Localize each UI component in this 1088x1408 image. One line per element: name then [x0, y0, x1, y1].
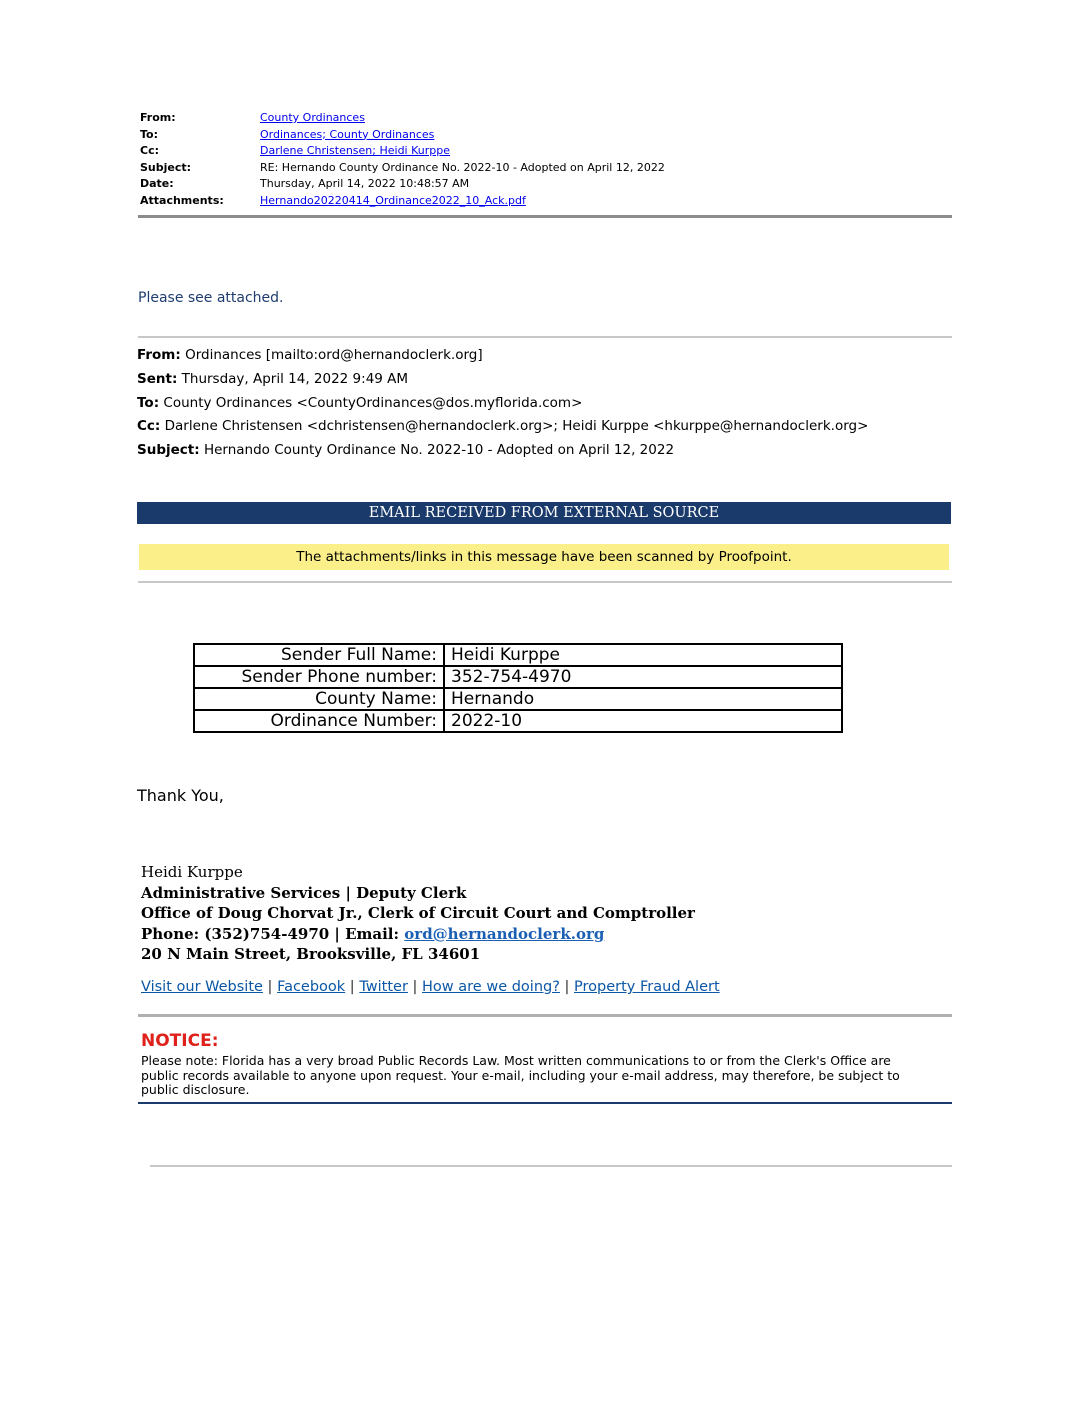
divider	[138, 581, 952, 583]
signature-office: Office of Doug Chorvat Jr., Clerk of Circuit Court and Comptroller	[141, 904, 695, 922]
table-row	[194, 666, 842, 688]
header-row-cc	[140, 143, 665, 160]
signature-address: 20 N Main Street, Brooksville, FL 34601	[141, 945, 481, 963]
header-from-link[interactable]: County Ordinances	[260, 111, 365, 124]
header-cc-link[interactable]: Darlene Christensen; Heidi Kurppe	[260, 144, 451, 157]
sender-info-table	[193, 643, 843, 733]
orig-subject-label: Subject:	[137, 442, 200, 459]
proofpoint-notice: The attachments/links in this message have been scanned by Proofpoint.	[139, 544, 949, 570]
signature-block	[141, 862, 695, 965]
divider	[138, 1014, 952, 1017]
header-row-from	[140, 110, 665, 127]
facebook-link[interactable]: Facebook	[277, 979, 346, 995]
table-key: Sender Phone number:	[194, 666, 444, 688]
orig-from: Ordinances [mailto:ord@hernandoclerk.org]	[185, 347, 483, 363]
signature-email-link[interactable]: ord@hernandoclerk.org	[404, 924, 605, 943]
signature-title: Administrative Services | Deputy Clerk	[141, 883, 467, 902]
header-label: From:	[140, 111, 176, 124]
footer-links: Visit our Website | Facebook | Twitter | How are we doing? | Property Fraud Alert	[141, 979, 720, 995]
header-to-link[interactable]: Ordinances; County Ordinances	[260, 127, 435, 141]
orig-to: County Ordinances <CountyOrdinances@dos.myflorida.com>	[163, 394, 583, 411]
twitter-link[interactable]: Twitter	[359, 979, 408, 995]
attachment-link[interactable]: Hernando20220414_Ordinance2022_10_Ack.pdf	[260, 193, 526, 207]
table-row	[194, 688, 842, 710]
original-message-header	[137, 344, 868, 463]
header-label: Cc:	[140, 144, 159, 157]
signature-phone: Phone: (352)754-4970 | Email:	[141, 924, 405, 943]
email-header	[140, 110, 665, 209]
header-subject: RE: Hernando County Ordinance No. 2022-10 - Adopted on April 12, 2022	[260, 160, 665, 174]
signature-name: Heidi Kurppe	[141, 863, 243, 881]
table-value: 2022-10	[444, 710, 842, 732]
feedback-link[interactable]: How are we doing?	[422, 979, 560, 995]
table-value: Hernando	[444, 688, 842, 710]
table-key: Ordinance Number:	[194, 710, 444, 732]
orig-cc: Darlene Christensen <dchristensen@hernandoclerk.org>; Heidi Kurppe <hkurppe@hernandoclerk.org>	[164, 418, 869, 435]
divider	[138, 336, 952, 338]
orig-to-label: To:	[137, 394, 160, 411]
table-value: Heidi Kurppe	[444, 644, 842, 666]
header-divider	[138, 215, 952, 218]
orig-cc-label: Cc:	[137, 418, 161, 435]
header-row-attachments	[140, 193, 665, 210]
header-date: Thursday, April 14, 2022 10:48:57 AM	[260, 177, 470, 190]
thank-you: Thank You,	[137, 786, 224, 805]
header-row-date	[140, 176, 665, 193]
table-value: 352-754-4970	[444, 666, 842, 688]
orig-sent-label: Sent:	[137, 370, 178, 387]
external-source-banner: EMAIL RECEIVED FROM EXTERNAL SOURCE	[137, 502, 951, 524]
header-label: Subject:	[140, 160, 192, 174]
header-label: Attachments:	[140, 193, 224, 207]
table-key: Sender Full Name:	[194, 644, 444, 666]
orig-sent: Thursday, April 14, 2022 9:49 AM	[181, 370, 409, 387]
header-label: Date:	[140, 177, 174, 190]
notice-divider	[138, 1102, 952, 1104]
notice-text: Please note: Florida has a very broad Public Records Law. Most written communications to or from the Clerk's Office are public records available to anyone upon request. Your e-mail, including your e-mail address, may therefore, be subject to public disclosure.	[141, 1053, 900, 1097]
table-key: County Name:	[194, 688, 444, 710]
orig-subject: Hernando County Ordinance No. 2022-10 - Adopted on April 12, 2022	[203, 442, 675, 459]
fraud-alert-link[interactable]: Property Fraud Alert	[574, 979, 720, 995]
header-row-subject	[140, 160, 665, 177]
bottom-divider	[150, 1165, 952, 1167]
website-link[interactable]: Visit our Website	[141, 979, 263, 995]
body-message: Please see attached.	[138, 290, 284, 306]
header-label: To:	[140, 127, 158, 141]
notice-heading: NOTICE:	[141, 1031, 219, 1051]
header-row-to	[140, 127, 665, 144]
table-row	[194, 710, 842, 732]
orig-from-label: From:	[137, 347, 181, 363]
table-row	[194, 644, 842, 666]
